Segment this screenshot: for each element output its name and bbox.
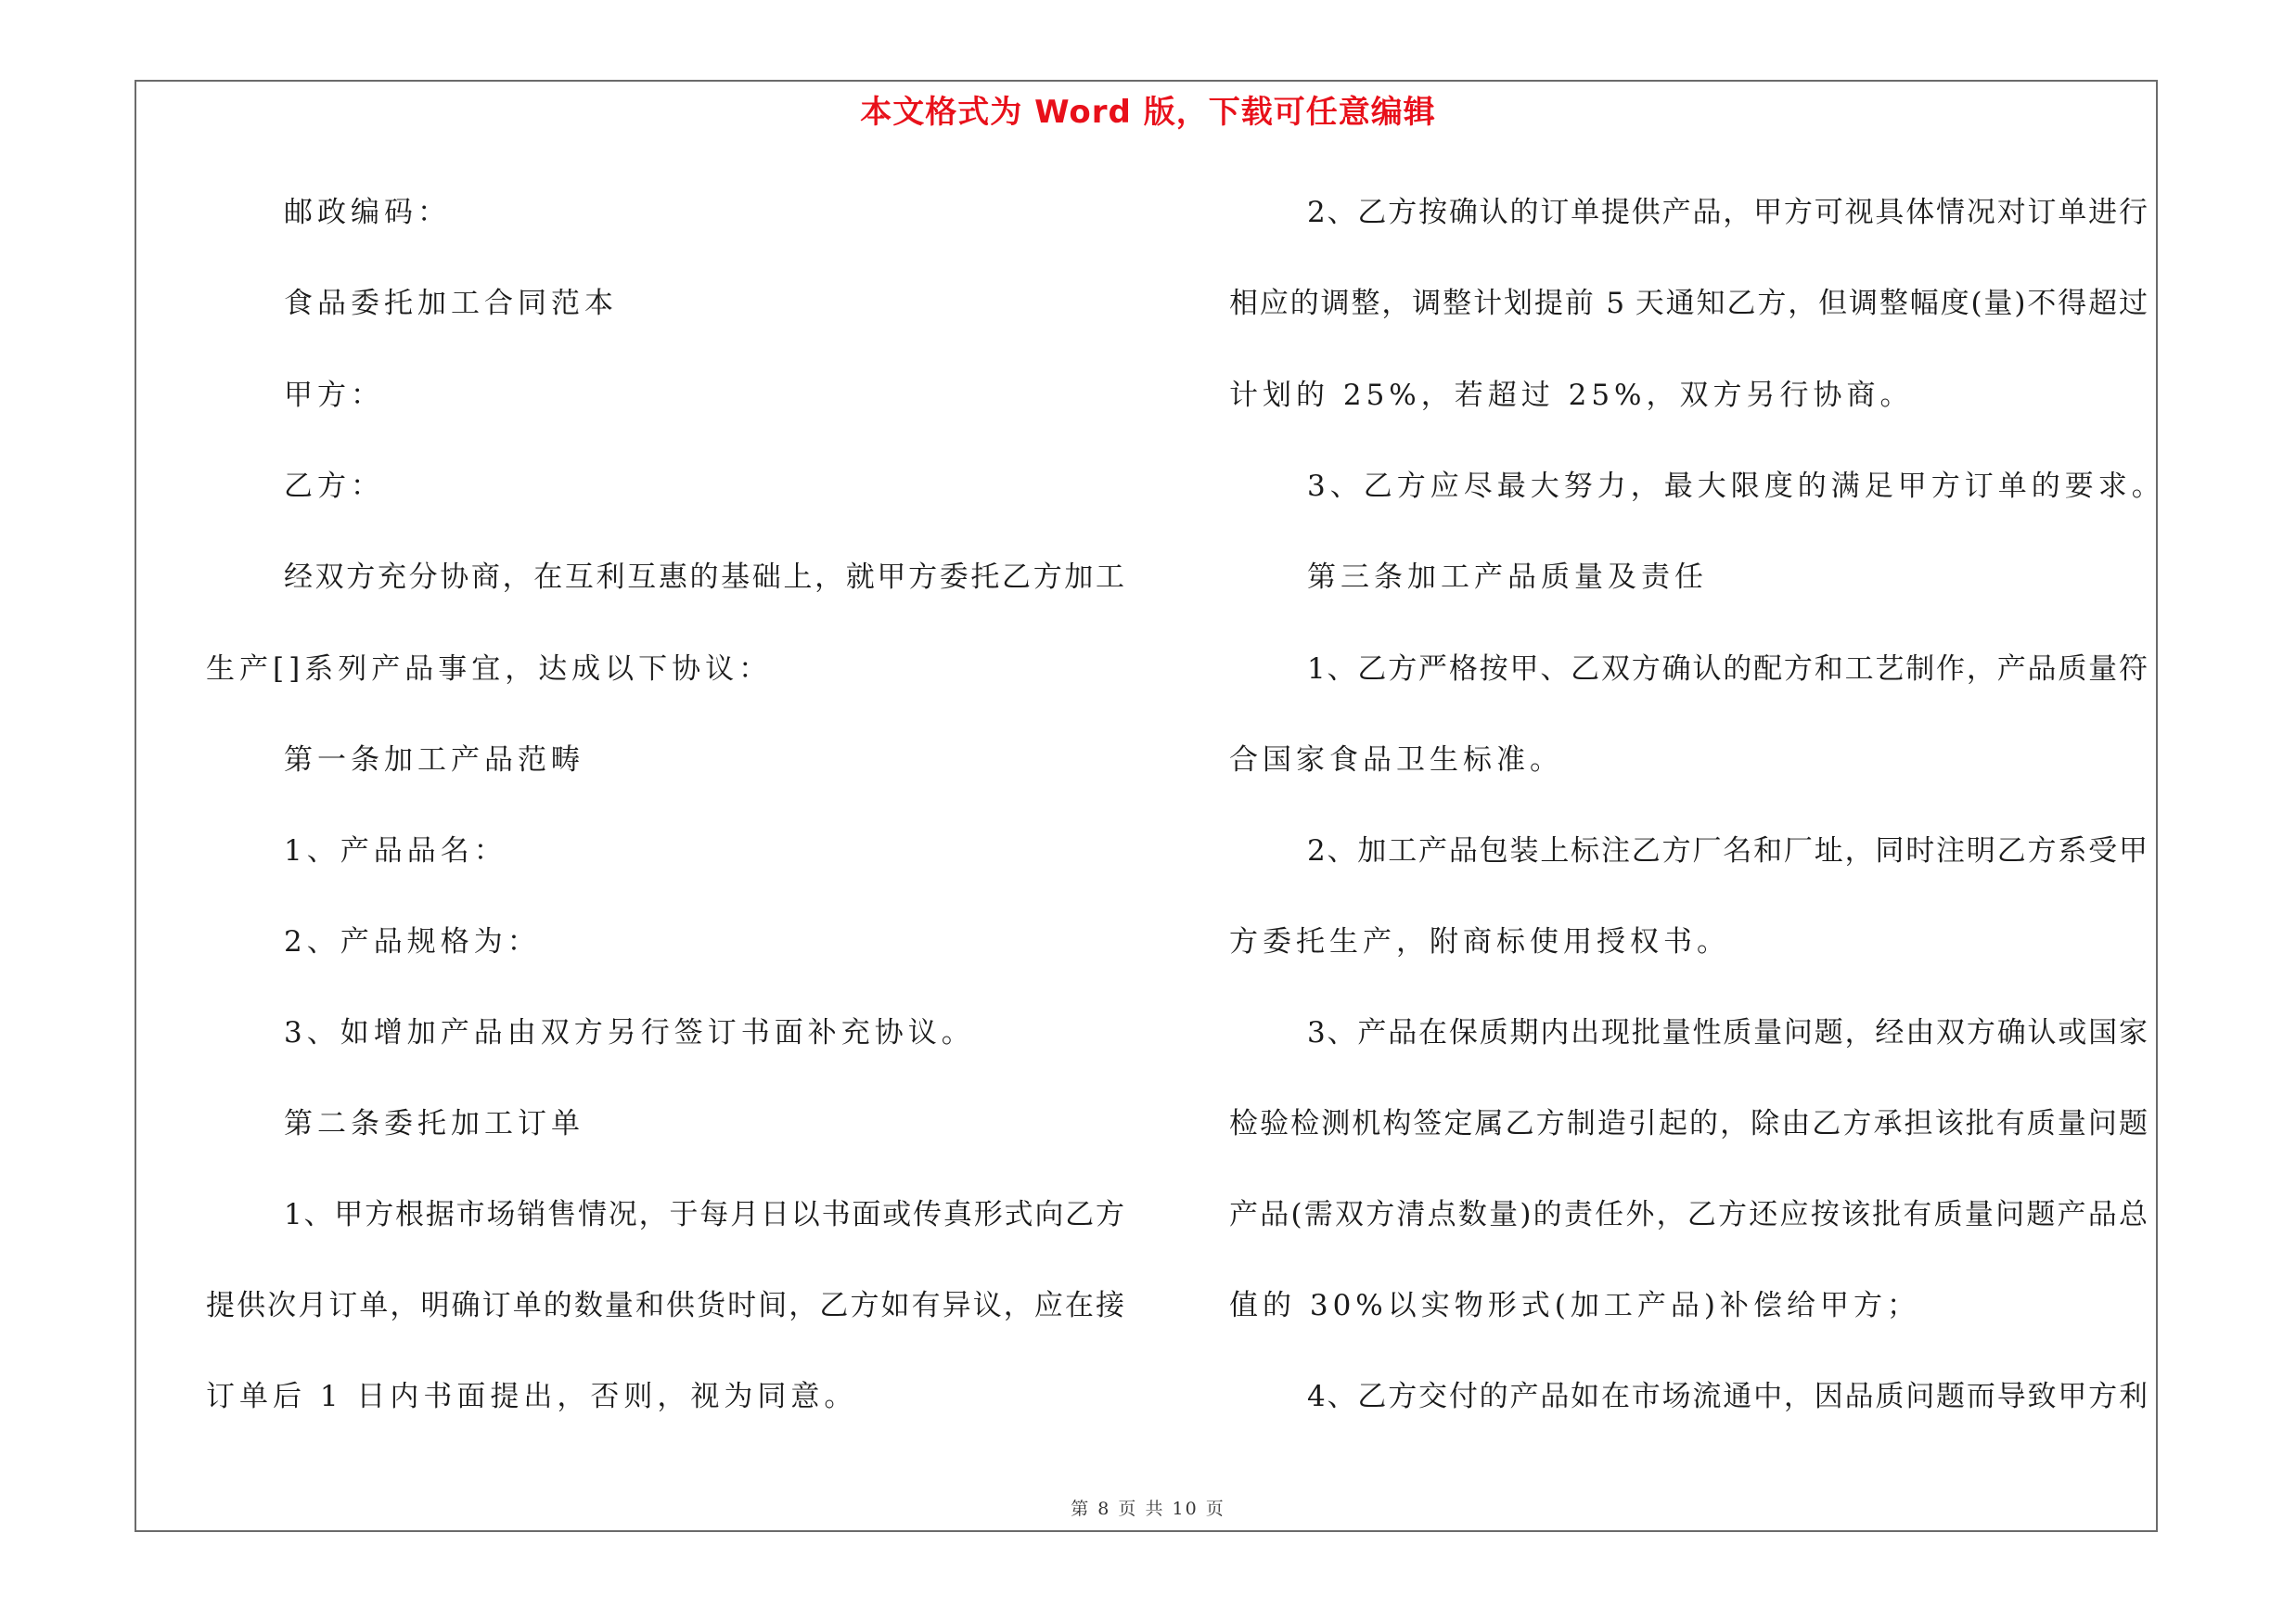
paragraph-line: 1、甲方根据市场销售情况，于每月日以书面或传真形式向乙方 bbox=[284, 1198, 1124, 1231]
paragraph-line: 2、乙方按确认的订单提供产品，甲方可视具体情况对订单进行 bbox=[1307, 196, 2148, 229]
section-heading: 第二条委托加工订单 bbox=[284, 1107, 584, 1140]
paragraph-line: 3、产品在保质期内出现批量性质量问题，经由双方确认或国家 bbox=[1307, 1016, 2148, 1050]
paragraph-line: 2、加工产品包装上标注乙方厂名和厂址，同时注明乙方系受甲 bbox=[1307, 834, 2148, 868]
paragraph-line: 邮政编码： bbox=[284, 196, 451, 229]
paragraph-line: 3、乙方应尽最大努力，最大限度的满足甲方订单的要求。 bbox=[1307, 470, 2165, 503]
paragraph-line: 经双方充分协商，在互利互惠的基础上，就甲方委托乙方加工 bbox=[284, 560, 1124, 594]
paragraph-line: 乙方： bbox=[284, 470, 384, 503]
document-header-banner: 本文格式为 Word 版，下载可任意编辑 bbox=[860, 94, 1436, 131]
paragraph-line: 1、乙方严格按甲、乙双方确认的配方和工艺制作，产品质量符 bbox=[1307, 652, 2148, 686]
paragraph-line: 提供次月订单，明确订单的数量和供货时间，乙方如有异议，应在接 bbox=[206, 1289, 1124, 1322]
document-title-line: 食品委托加工合同范本 bbox=[284, 287, 618, 320]
paragraph-line: 4、乙方交付的产品如在市场流通中，因品质问题而导致甲方利 bbox=[1307, 1380, 2148, 1413]
paragraph-line: 方委托生产，附商标使用授权书。 bbox=[1229, 925, 1730, 959]
section-heading: 第一条加工产品范畴 bbox=[284, 743, 584, 777]
paragraph-line: 产品(需双方清点数量)的责任外，乙方还应按该批有质量问题产品总 bbox=[1229, 1198, 2148, 1231]
section-heading: 第三条加工产品质量及责任 bbox=[1307, 560, 1708, 594]
paragraph-line: 1、产品品名： bbox=[284, 834, 507, 868]
paragraph-line: 相应的调整，调整计划提前 5 天通知乙方，但调整幅度(量)不得超过 bbox=[1229, 287, 2148, 320]
paragraph-line: 计划的 25%，若超过 25%，双方另行协商。 bbox=[1229, 379, 1914, 412]
paragraph-line: 合国家食品卫生标准。 bbox=[1229, 743, 1563, 777]
page-number-footer: 第 8 页 共 10 页 bbox=[1071, 1499, 1225, 1519]
paragraph-line: 生产[]系列产品事宜，达成以下协议： bbox=[206, 652, 773, 686]
paragraph-line: 甲方： bbox=[284, 379, 384, 412]
paragraph-line: 2、产品规格为： bbox=[284, 925, 541, 959]
paragraph-line: 值的 30%以实物形式(加工产品)补偿给甲方； bbox=[1229, 1289, 1920, 1322]
paragraph-line: 订单后 1 日内书面提出，否则，视为同意。 bbox=[206, 1380, 858, 1413]
paragraph-line: 检验检测机构签定属乙方制造引起的，除由乙方承担该批有质量问题 bbox=[1229, 1107, 2148, 1140]
paragraph-line: 3、如增加产品由双方另行签订书面补充协议。 bbox=[284, 1016, 975, 1050]
